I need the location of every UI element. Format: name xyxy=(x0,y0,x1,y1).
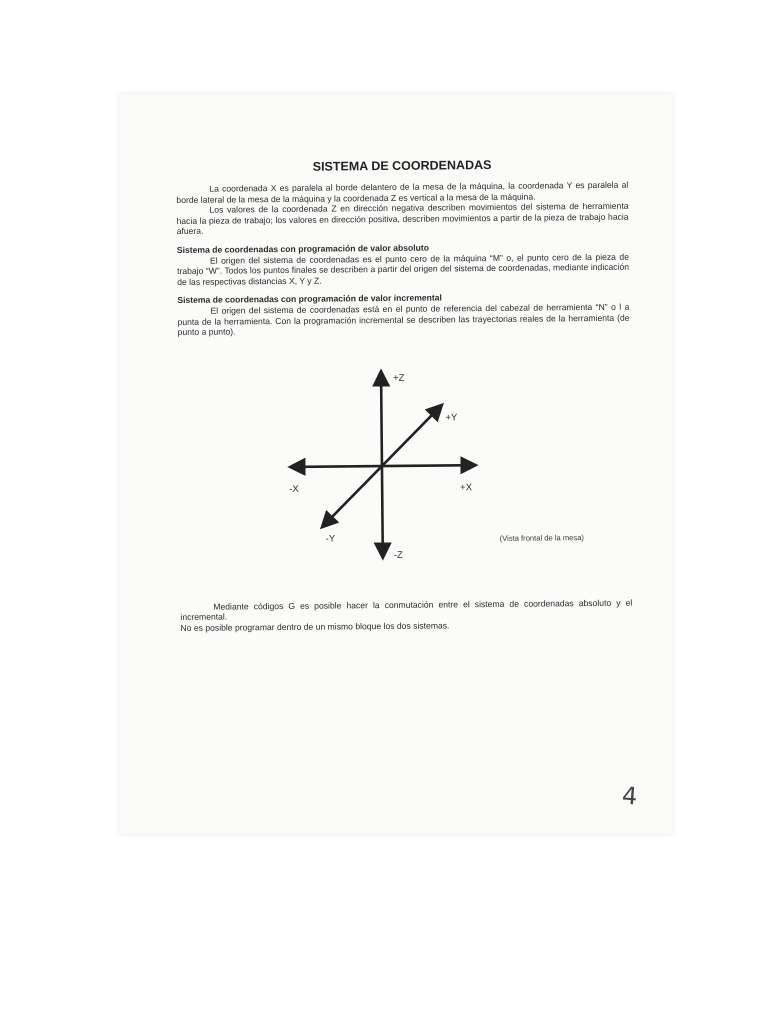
page-title: SISTEMA DE COORDENADAS xyxy=(312,157,492,174)
figure-caption: (Vista frontal de la mesa) xyxy=(499,532,584,543)
label-minus-z: -Z xyxy=(393,549,403,561)
label-plus-x: +X xyxy=(460,481,473,494)
coordinate-axes-figure xyxy=(178,347,632,583)
intro-paragraph-2: Los valores de la coordenada Z en dirección negativa describen movimientos del sistema de herramienta hacia la pieza de trabajo; los valores en dirección positiva, describen movimientos a partir de la pieza de trabajo hacia afuera. xyxy=(176,200,629,237)
intro-paragraph-1: La coordenada X es paralela al borde delantero de la mesa de la máquina, la coordenada Y es paralela al borde lateral de la mesa de la máquina y la coordenada Z es vertical a la mesa de la máquina. xyxy=(176,179,629,205)
incremental-section-body: El origen del sistema de coordenadas está en el punto de referencia del cabezal de herramienta “N” o l a punta de la herramienta. Con la programación incremental se describen las trayectorias reales de la herramienta (de punto a punto). xyxy=(177,301,630,338)
document-body xyxy=(176,156,633,634)
absolute-section-heading: Sistema de coordenadas con programación de valor absoluto xyxy=(176,242,430,255)
incremental-section-heading: Sistema de coordenadas con programación de valor incremental xyxy=(177,292,442,306)
absolute-section-body: El origen del sistema de coordenadas es el punto cero de la máquina “M” o, el punto cero de la pieza de trabajo “W”. Todos los puntos finales se describen a partir del origen del sistema de coordenadas, mediante indicación de las respectivas distancias X, Y y Z. xyxy=(177,251,630,287)
axes-drawing xyxy=(178,347,632,583)
handwritten-page-number: 4 xyxy=(621,781,639,811)
label-minus-y: -Y xyxy=(325,533,336,545)
label-plus-z: +Z xyxy=(393,372,405,384)
label-minus-x: -X xyxy=(289,483,299,495)
closing-paragraph-1: Mediante códigos G es posible hacer la conmutación entre el sistema de coordenadas absoluto y el incremental. xyxy=(180,597,633,623)
closing-paragraph-2: No es posible programar dentro de un mismo bloque los dos sistemas. xyxy=(180,620,450,633)
label-plus-y: +Y xyxy=(445,412,458,424)
